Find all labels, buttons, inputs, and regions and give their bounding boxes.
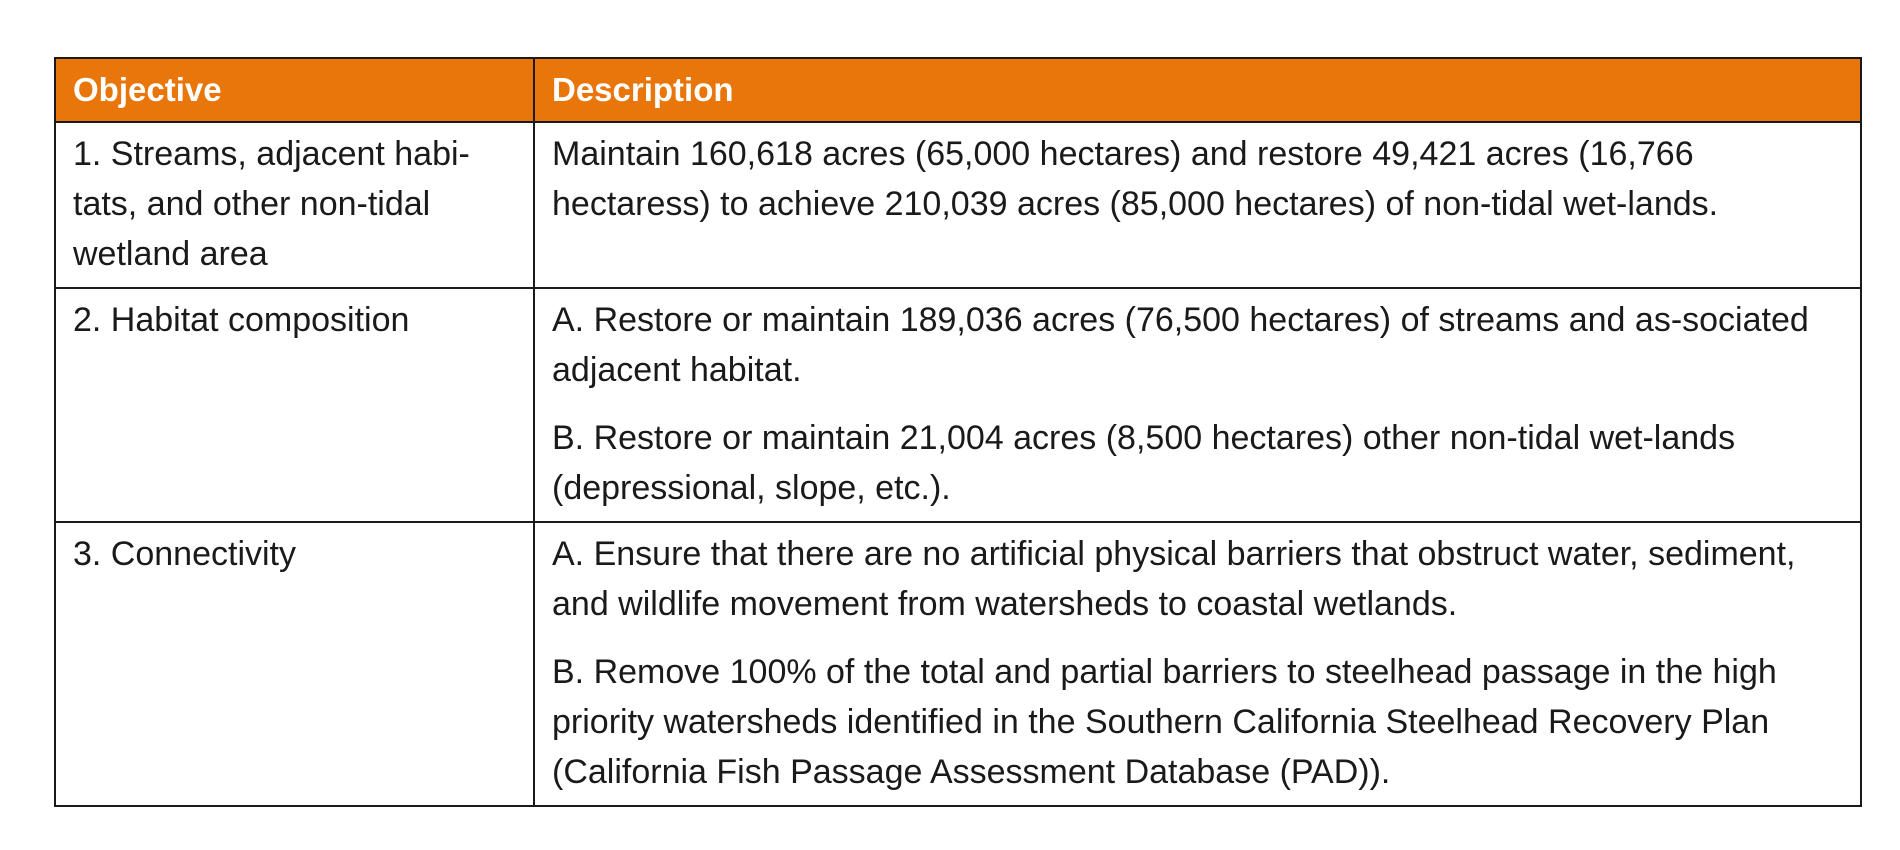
objective-text: 2. Habitat composition (73, 301, 410, 339)
description-text: A. Restore or maintain 189,036 acres (76,500 hectares) of streams and as-sociated adjacent habitat. (552, 301, 1809, 389)
table-row (55, 522, 1861, 806)
objective-cell (55, 122, 534, 288)
description-cell (534, 288, 1861, 522)
description-text: B. Remove 100% of the total and partial barriers to steelhead passage in the high priority watersheds identified in the Southern California Steelhead Recovery Plan (California Fish Passage Assessment Database (PAD)). (552, 653, 1777, 791)
objective-text: 3. Connectivity (73, 535, 296, 573)
description-text: Maintain 160,618 acres (65,000 hectares) and restore 49,421 acres (16,766 hectaress) to achieve 210,039 acres (85,000 hectares) of non-tidal wet-lands. (552, 135, 1719, 223)
header-description: Description (534, 58, 1861, 122)
objectives-table-container (54, 57, 1860, 807)
objective-cell (55, 522, 534, 806)
objective-cell (55, 288, 534, 522)
objectives-table (54, 57, 1862, 807)
objective-text: 1. Streams, adjacent habi-tats, and other non-tidal wetland area (73, 135, 470, 273)
description-text: B. Restore or maintain 21,004 acres (8,500 hectares) other non-tidal wet-lands (depressional, slope, etc.). (552, 419, 1736, 507)
table-row (55, 122, 1861, 288)
table-row (55, 288, 1861, 522)
description-text: A. Ensure that there are no artificial physical barriers that obstruct water, sediment, and wildlife movement from watersheds to coastal wetlands. (552, 535, 1796, 623)
description-cell (534, 522, 1861, 806)
header-objective: Objective (55, 58, 534, 122)
description-cell (534, 122, 1861, 288)
table-header-row (55, 58, 1861, 122)
